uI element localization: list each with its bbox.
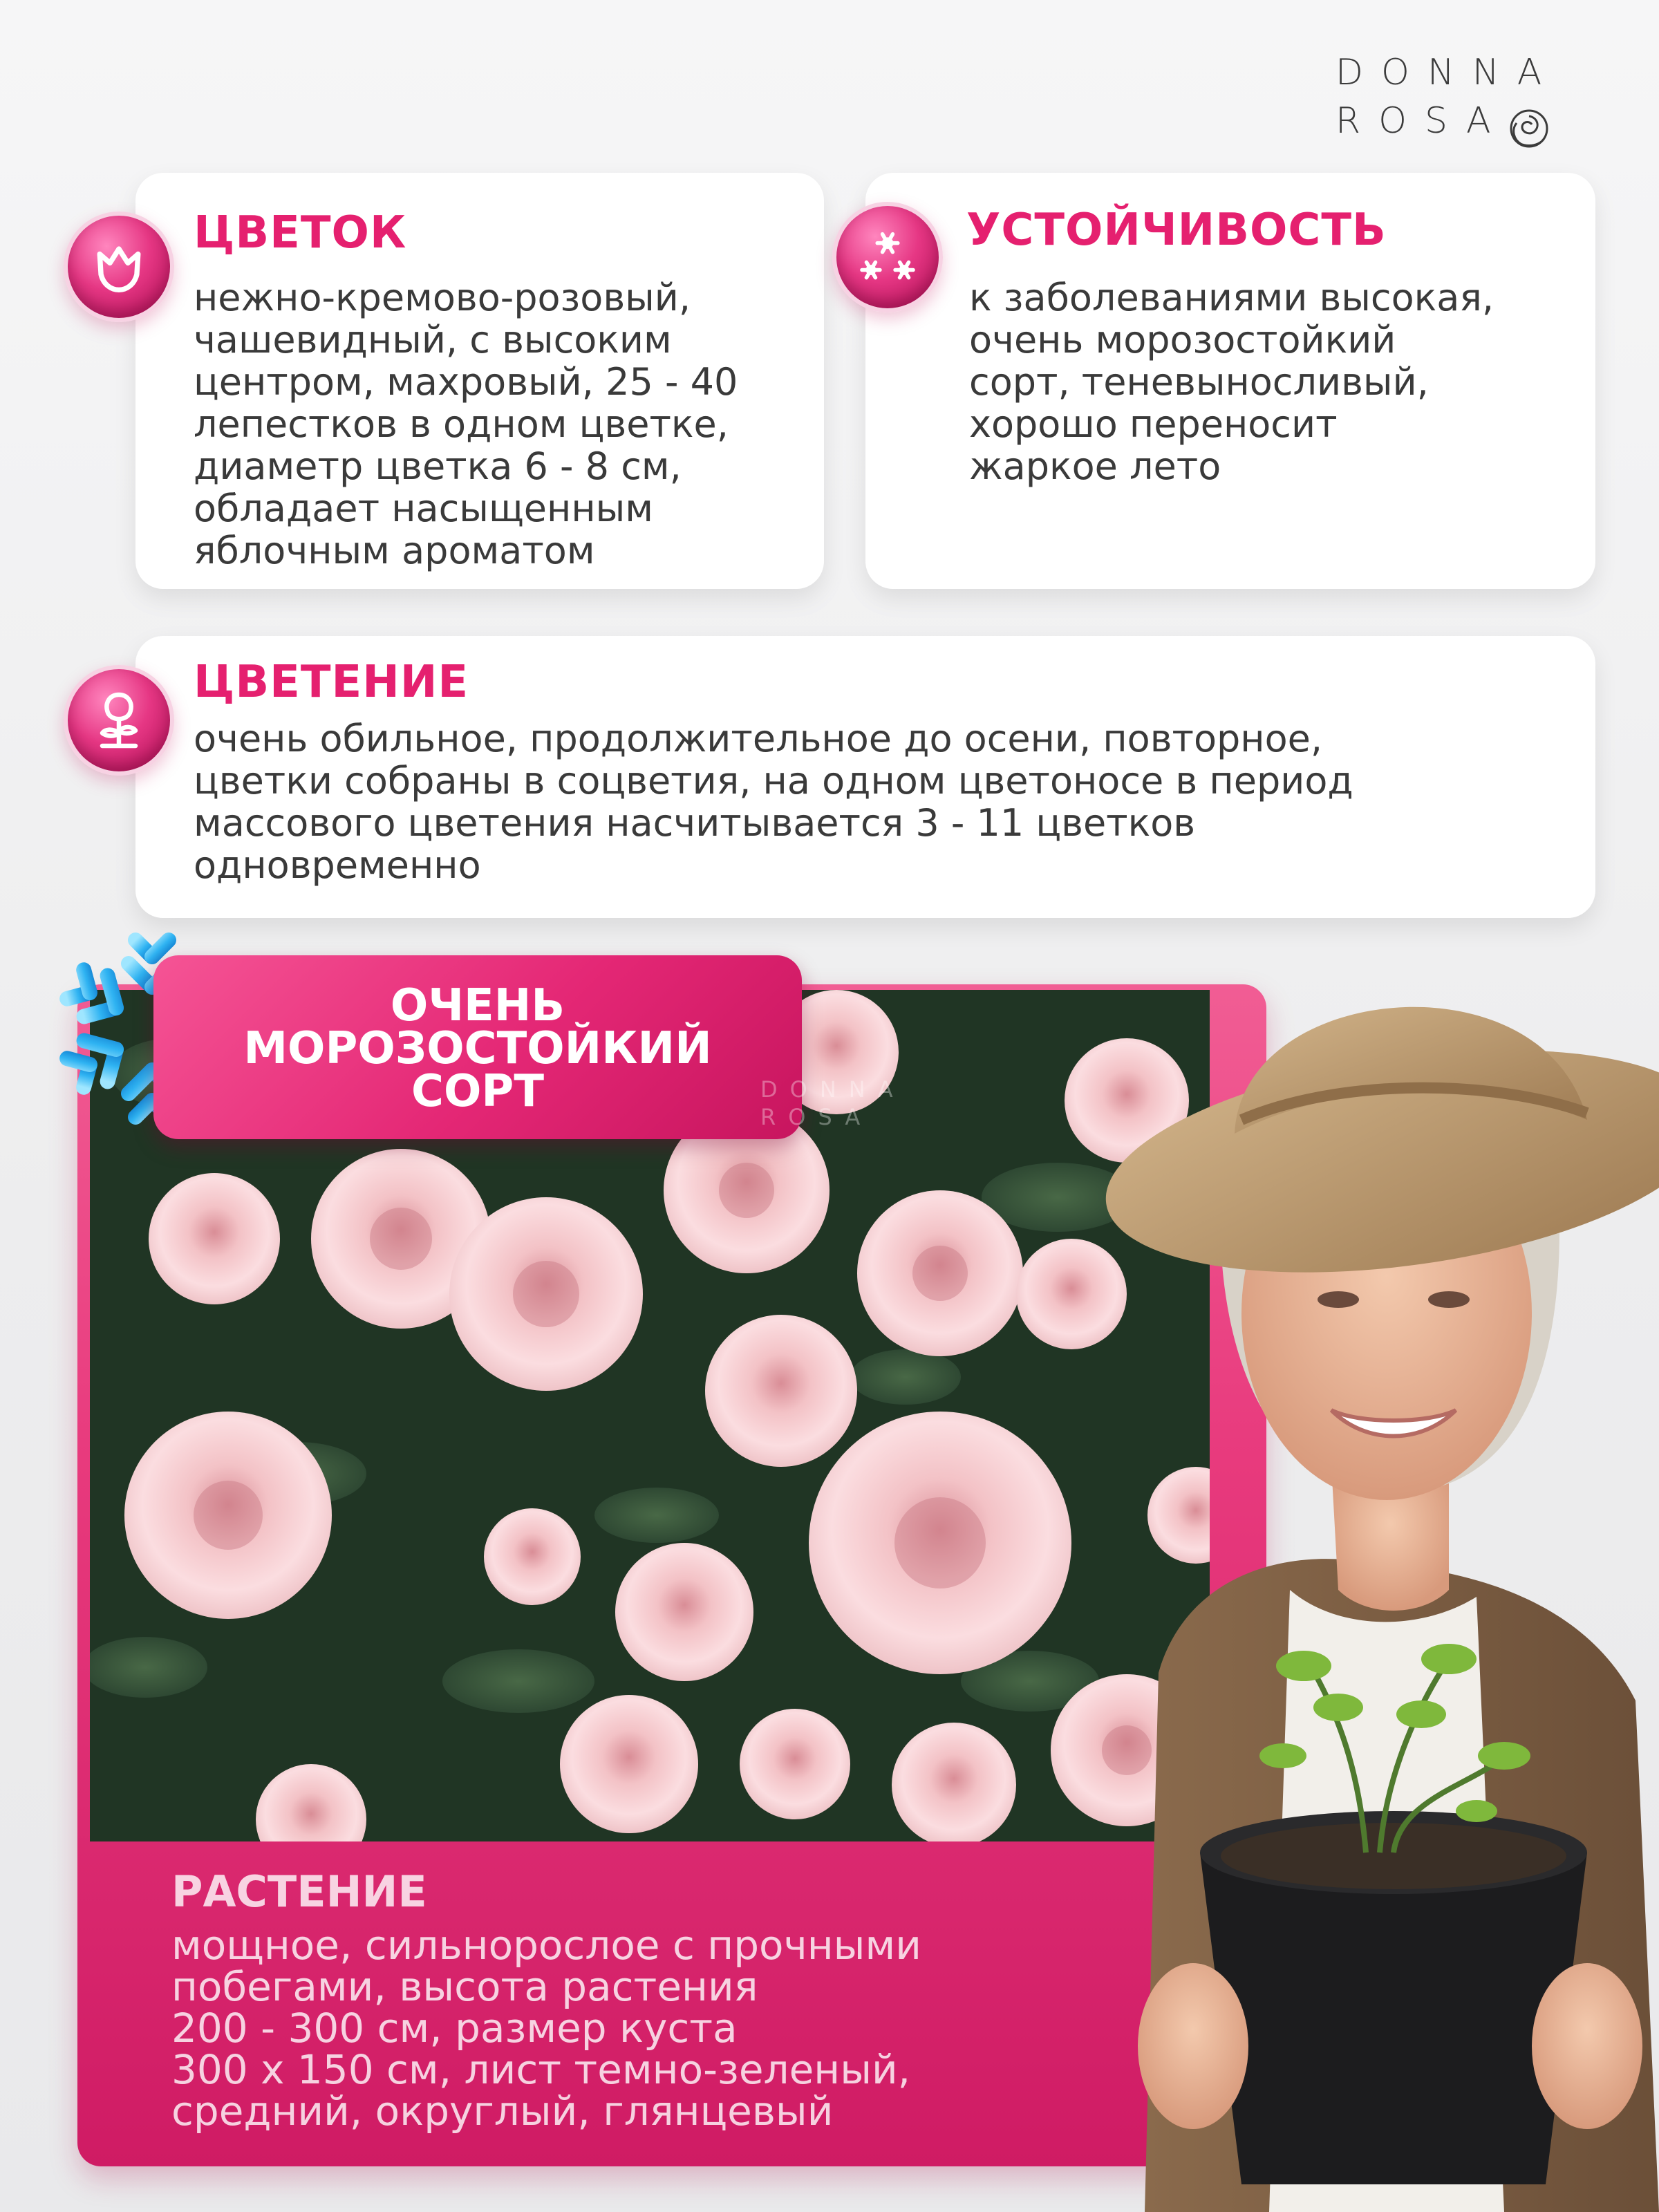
snowflakes-icon [832,202,943,312]
resistance-card [865,173,1595,589]
brand-logo [1335,48,1560,152]
brand-line-1: DONNA [1335,52,1560,93]
flower-card [135,173,824,589]
bloom-title: ЦВЕТЕНИЕ [194,657,469,708]
brand-line-2: ROSA [1335,100,1509,142]
plant-title: РАСТЕНИЕ [171,1866,427,1917]
frost-resistant-badge [153,955,802,1139]
bloom-text: очень обильное, продолжительное до осени, повторное, цветки собраны в соцветия, на одном цветоносе в период массового цветения насчитывается 3 - 11 цветков одновременно [194,717,1353,887]
photo-watermark [760,1076,906,1131]
tulip-icon [64,212,174,322]
watermark-line-1: DONNA [760,1076,906,1103]
flower-sprout-icon [64,665,174,776]
plant-text: мощное, сильнорослое с прочными побегами, высота растения 200 - 300 см, размер куста 300 х 150 см, лист темно-зеленый, средний, округлый, глянцевый [171,1922,921,2135]
resistance-title: УСТОЙЧИВОСТЬ [966,205,1387,256]
flower-title: ЦВЕТОК [194,207,407,259]
resistance-text: к заболеваниями высокая, очень морозостойкий сорт, теневыносливый, хорошо переносит жаркое лето [969,276,1494,488]
gardener-woman-illustration [1062,871,1659,2212]
watermark-line-2: ROSA [760,1104,873,1130]
flower-text: нежно-кремово-розовый, чашевидный, с высоким центром, махровый, 25 - 40 лепестков в одном цветке, диаметр цветка 6 - 8 см, обладает насыщенным яблочным ароматом [194,276,738,572]
frost-resistant-text: ОЧЕНЬ МОРОЗОСТОЙКИЙ СОРТ [243,980,712,1117]
rose-logo-icon [1501,102,1557,158]
